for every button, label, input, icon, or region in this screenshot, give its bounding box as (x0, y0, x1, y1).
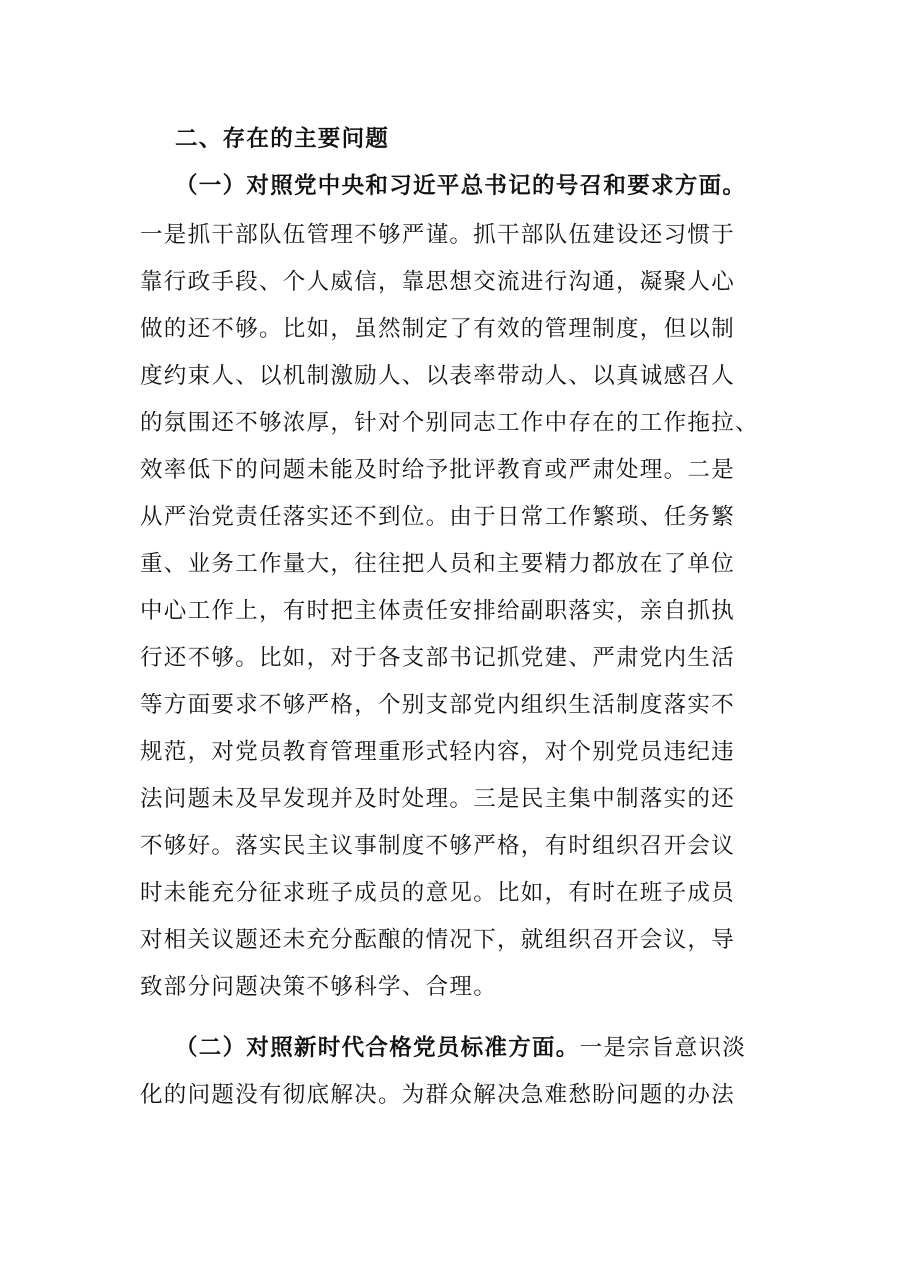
body-line: 规范，对党员教育管理重形式轻内容，对个别党员违纪违 (140, 739, 736, 765)
body-line: 时未能充分征求班子成员的意见。比如，有时在班子成员 (140, 880, 736, 906)
body-line: 靠行政手段、个人威信，靠思想交流进行沟通，凝聚人心 (140, 269, 736, 295)
body-line: 等方面要求不够严格，个别支部党内组织生活制度落实不 (140, 692, 736, 718)
body-line: 做的还不够。比如，虽然制定了有效的管理制度，但以制 (140, 316, 736, 342)
body-line: 度约束人、以机制激励人、以表率带动人、以真诚感召人 (140, 363, 736, 389)
sub1-body (140, 212, 760, 1011)
section-title: 二、存在的主要问题 (175, 126, 390, 152)
body-line: 化的问题没有彻底解决。为群众解决急难愁盼问题的办法 (140, 1082, 736, 1108)
body-line: 对相关议题还未充分酝酿的情况下，就组织召开会议，导 (140, 927, 736, 953)
body-line: 重、业务工作量大，往往把人员和主要精力都放在了单位 (140, 551, 736, 577)
sub2-body (140, 1072, 760, 1119)
body-line: 致部分问题决策不够科学、合理。 (140, 974, 498, 1000)
section-title-block (175, 116, 795, 163)
body-line: 效率低下的问题未能及时给予批评教育或严肃处理。二是 (140, 457, 736, 483)
body-line: 法问题未及早发现并及时处理。三是民主集中制落实的还 (140, 786, 736, 812)
sub2-first-rest: 一是宗旨意识淡 (579, 1035, 747, 1061)
body-line: 中心工作上，有时把主体责任安排给副职落实，亲自抓执 (140, 598, 736, 624)
body-line: 的氛围还不够浓厚，针对个别同志工作中存在的工作拖拉、 (140, 410, 759, 436)
body-line: 一是抓干部队伍管理不够严谨。抓干部队伍建设还习惯于 (140, 222, 736, 248)
body-line: 从严治党责任落实还不到位。由于日常工作繁琐、任务繁 (140, 504, 736, 530)
sub1-heading: （一）对照党中央和习近平总书记的号召和要求方面。 (175, 173, 747, 199)
body-line: 行还不够。比如，对于各支部书记抓党建、严肃党内生活 (140, 645, 736, 671)
sub2-heading: （二）对照新时代合格党员标准方面。 (175, 1035, 580, 1061)
sub1-heading-block (175, 163, 795, 210)
sub2-first-line (175, 1025, 795, 1072)
body-line: 不够好。落实民主议事制度不够严格，有时组织召开会议 (140, 833, 736, 859)
